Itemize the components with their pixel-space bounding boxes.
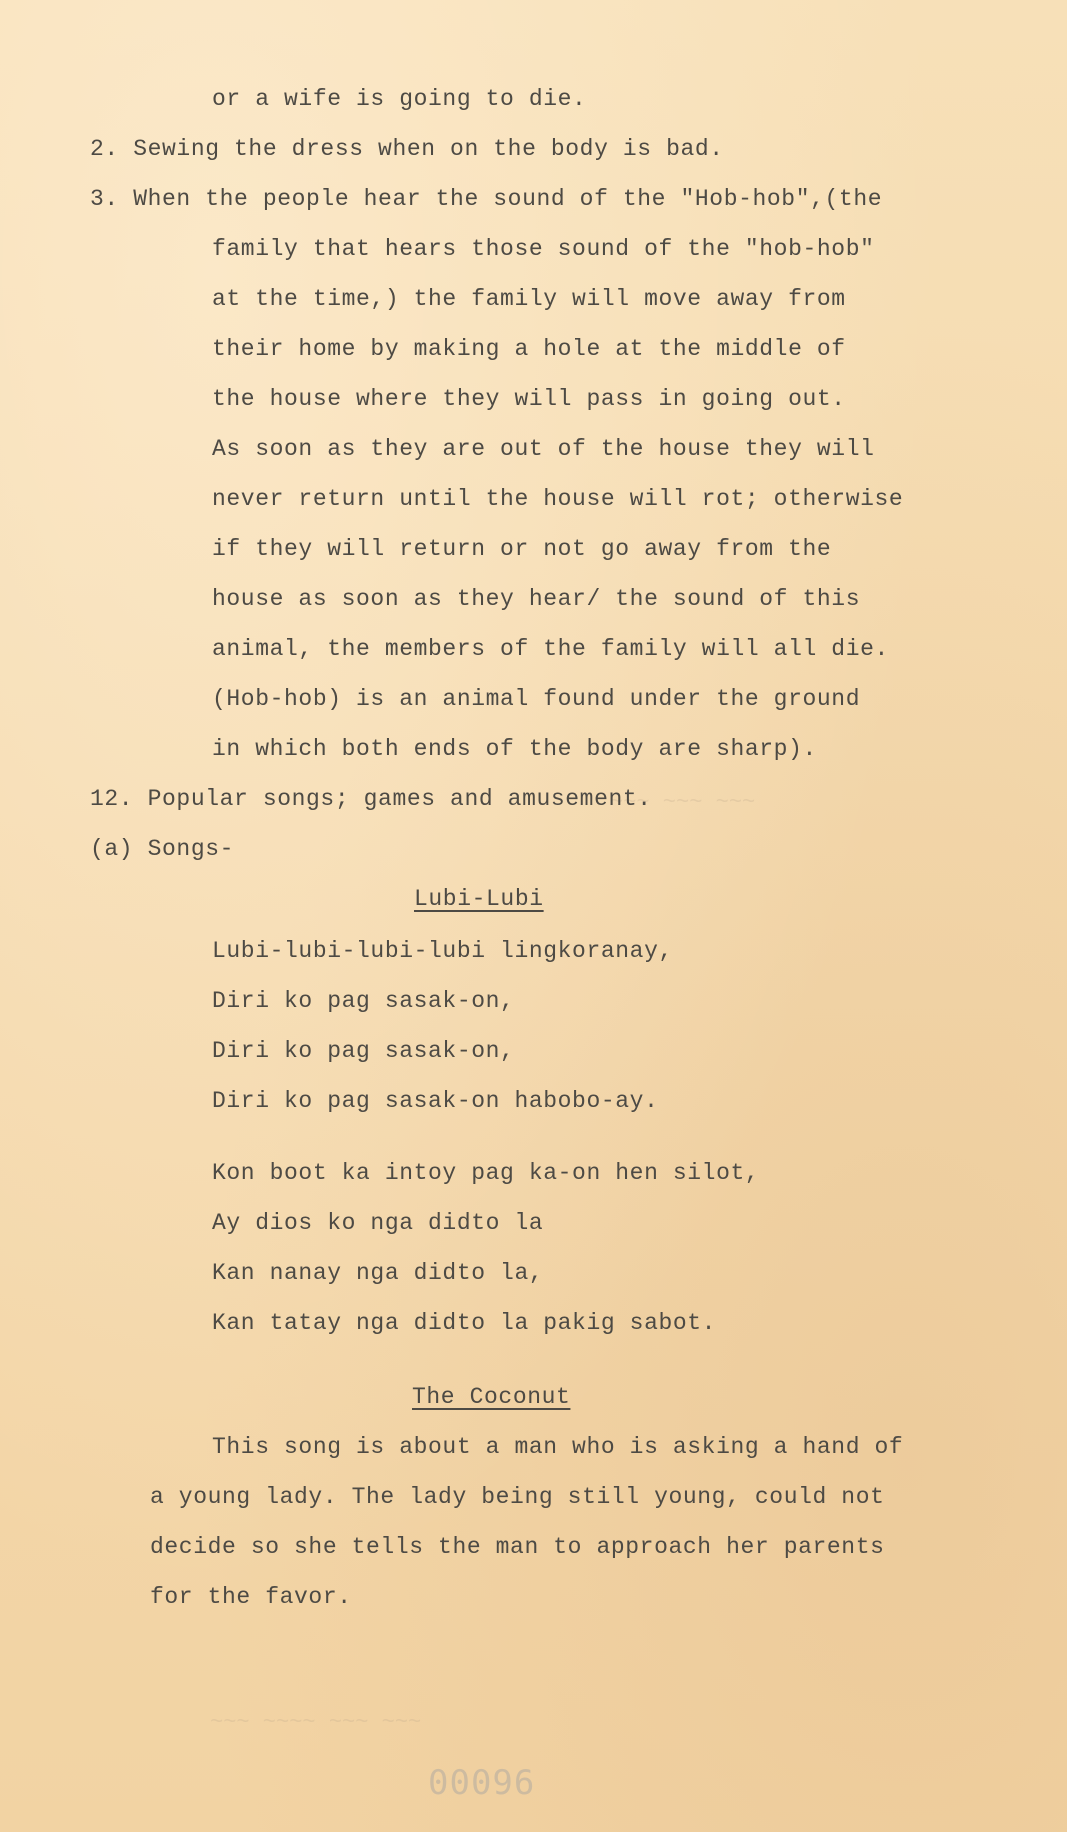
text-line: family that hears those sound of the "hob-hob": [212, 236, 875, 262]
song-line: Ay dios ko nga didto la: [212, 1210, 544, 1236]
song-line: Kon boot ka intoy pag ka-on hen silot,: [212, 1160, 760, 1186]
song-line: Kan tatay nga didto la pakig sabot.: [212, 1310, 717, 1336]
text-line: or a wife is going to die.: [212, 86, 587, 112]
text-line: As soon as they are out of the house they will: [212, 436, 875, 462]
text-line: the house where they will pass in going out.: [212, 386, 846, 412]
text-line: at the time,) the family will move away from: [212, 286, 846, 312]
page-number-stamp: 00096: [428, 1763, 536, 1803]
list-item-3: 3. When the people hear the sound of the "Hob-hob",(the: [90, 186, 883, 212]
text-line: if they will return or not go away from the: [212, 536, 832, 562]
paragraph-line: This song is about a man who is asking a hand of: [212, 1434, 904, 1460]
paragraph-line: decide so she tells the man to approach her parents: [150, 1534, 885, 1560]
song-line: Diri ko pag sasak-on,: [212, 1038, 515, 1064]
text-line: never return until the house will rot; otherwise: [212, 486, 904, 512]
song-title-lubi-lubi: Lubi-Lubi: [414, 886, 544, 912]
text-line: house as soon as they hear/ the sound of this: [212, 586, 861, 612]
paragraph-line: a young lady. The lady being still young, could not: [150, 1484, 885, 1510]
text-line: (Hob-hob) is an animal found under the ground: [212, 686, 861, 712]
subsection-heading-songs: (a) Songs-: [90, 836, 235, 862]
bleed-through-mark: ~~~ ~~~~ ~~~ ~~~: [210, 1710, 422, 1735]
paragraph-line: for the favor.: [150, 1584, 352, 1610]
song-line: Diri ko pag sasak-on habobo-ay.: [212, 1088, 659, 1114]
text-line: their home by making a hole at the middle of: [212, 336, 846, 362]
text-line: animal, the members of the family will all die.: [212, 636, 889, 662]
song-line: Lubi-lubi-lubi-lubi lingkoranay,: [212, 938, 673, 964]
bleed-through-mark: ~~~ ~~~ ~~~: [610, 790, 756, 815]
song-line: Diri ko pag sasak-on,: [212, 988, 515, 1014]
song-line: Kan nanay nga didto la,: [212, 1260, 544, 1286]
song-title-coconut: The Coconut: [412, 1384, 571, 1410]
list-item-2: 2. Sewing the dress when on the body is bad.: [90, 136, 724, 162]
section-heading-12: 12. Popular songs; games and amusement.: [90, 786, 652, 812]
text-line: in which both ends of the body are sharp).: [212, 736, 817, 762]
